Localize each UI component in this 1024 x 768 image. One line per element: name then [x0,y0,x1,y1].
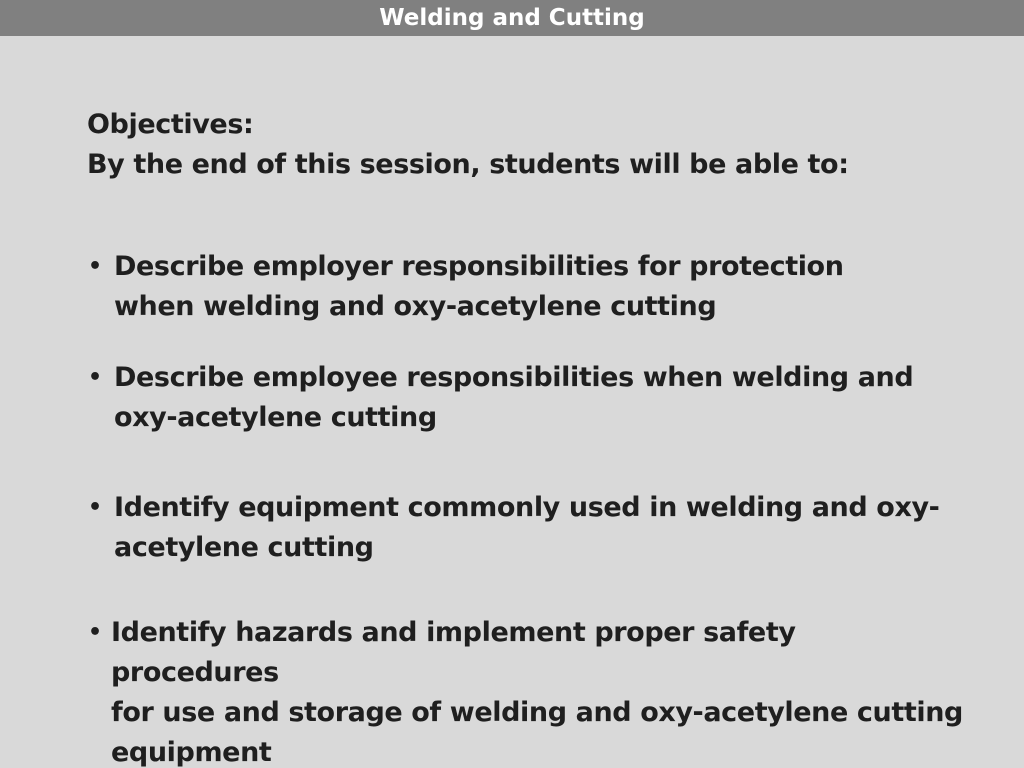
objective-text: Describe employee responsibilities when welding and oxy-acetylene cutting [114,362,914,433]
objective-item [88,613,968,768]
bullet-icon: • [88,495,102,520]
objective-item [88,247,968,327]
slide-title: Welding and Cutting [379,5,645,31]
slide-title-bar [0,0,1024,36]
bullet-icon: • [88,365,102,390]
bullet-icon: • [88,620,102,645]
objective-text: Identify equipment commonly used in welding and oxy- acetylene cutting [114,492,940,563]
objectives-lead: By the end of this session, students will be able to: [87,149,849,180]
objectives-heading: Objectives: [87,109,254,140]
objective-item [88,488,968,568]
objective-text: Identify hazards and implement proper safety procedures for use and storage of welding and oxy-acetylene cutting equipment [111,617,963,768]
objective-text: Describe employer responsibilities for protection when welding and oxy-acetylene cutting [114,251,844,322]
objective-item [88,358,968,438]
objectives-intro [87,105,967,185]
bullet-icon: • [88,254,102,279]
